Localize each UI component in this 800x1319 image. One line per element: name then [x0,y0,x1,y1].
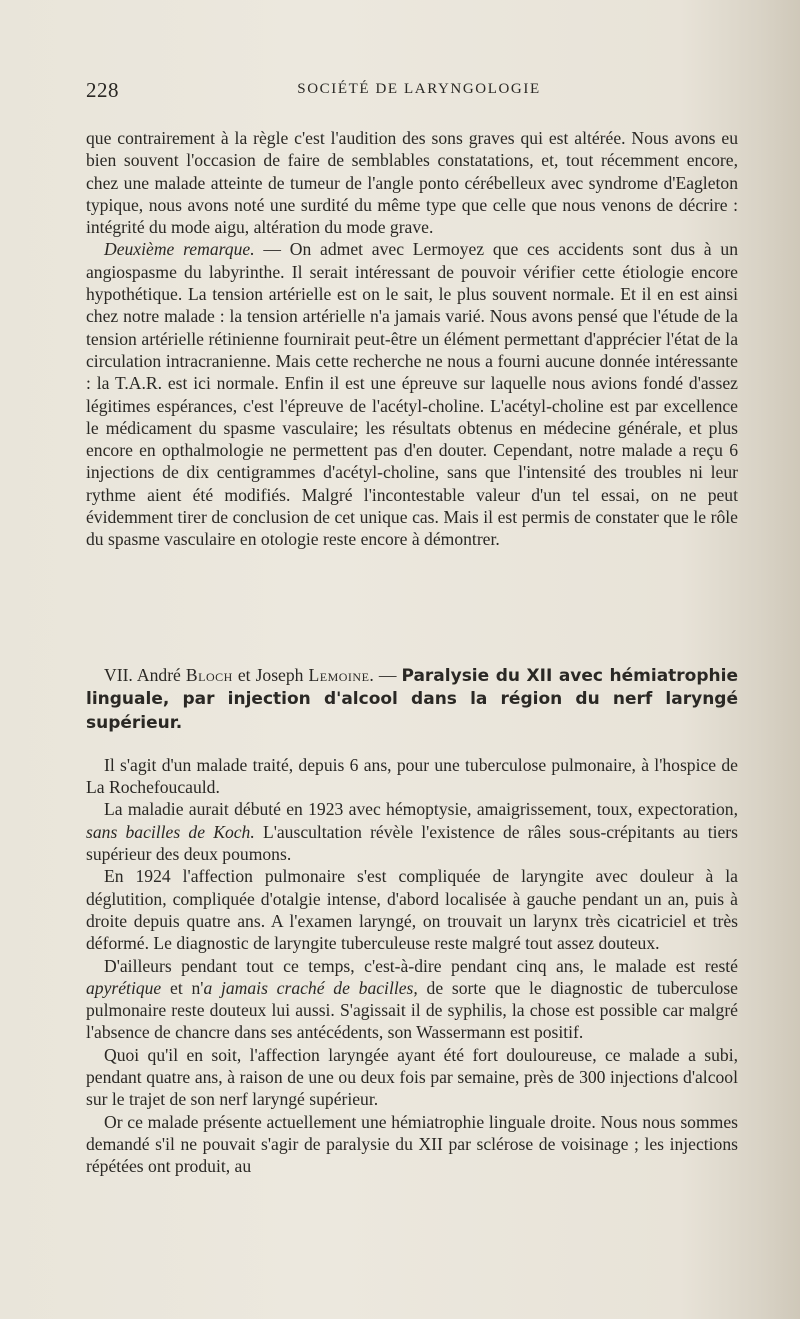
section-vii [86,664,738,1178]
paragraph-deuxieme-remarque [86,238,738,550]
author1-last: Bloch [185,665,233,685]
author2-last: Lemoine [308,665,370,685]
page-header [86,78,738,104]
page-number: 228 [86,78,119,102]
p2-text-a: La maladie aurait débuté en 1923 avec hémoptysie, amaigrissement, toux, expectoration, [104,799,738,820]
heading-dash: — [378,665,397,685]
p4-text-b: et n' [161,977,204,998]
section-heading: VII. André Bloch et Joseph Lemoine. — Paralysie du XII avec hémiatrophie linguale, par injection d'alcool dans la région du nerf laryngé supérieur. [86,665,738,733]
body-text-part1 [86,127,738,551]
paragraph-continued: que contrairement à la règle c'est l'audition des sons graves qui est altérée. Nous avons eu bien souvent l'occasion de faire de semblables constatations, et, tout récemment encore, chez une malade atteinte de tumeur de l'angle ponto cérébelleux avec syndrome d'Eagleton typique, nous avons noté une surdité du même type que celle que nous venons de décrire : intégrité du mode aigu, altération du mode grave. [86,128,738,238]
paragraph-5: Quoi qu'il en soit, l'affection laryngée ayant été fort douloureuse, ce malade a subi, pendant quatre ans, à raison de une ou deux fois par semaine, près de 300 injections d'alcool sur le trajet de son nerf laryngé supérieur. [86,1044,738,1110]
section-number: VII. [104,665,133,685]
paragraph-6: Or ce malade présente actuellement une hémiatrophie linguale droite. Nous nous sommes demandé s'il ne pouvait s'agir de paralysie du XII par sclérose de voisinage ; les injections répétées ont produit, au [86,1111,738,1177]
p2-italic: sans bacilles de Koch. [86,821,255,842]
remark-text: — On admet avec Lermoyez que ces accidents sont dus à un angiospasme du labyrinthe. Il serait intéressant de pouvoir vérifier cette étiologie encore hypothétique. La tension artérielle est on le sait, le plus souvent normale. Et il en est ainsi chez notre malade : la tension artérielle n'a jamais varié. Nous avons pensé que l'étude de la tension artérielle rétinienne fournirait peut-être un élément permettant d'apprécier l'état de la circulation intracranienne. Mais cette recherche ne nous a fourni aucune donnée intéressante : la T.A.R. est ici normale. Enfin il est une épreuve sur laquelle nous avions fondé d'assez légitimes espérances, c'est l'épreuve de l'acétyl-choline. L'acétyl-choline est par excellence le médicament du spasme vasculaire; les résultats obtenus en médecine générale, et plus encore en opthalmologie ne permettent pas d'en douter. Cependant, notre malade a reçu 6 injections de dix centigrammes d'acétyl-choline, sans que l'intensité des troubles ni leur rythme aient été modifiés. Malgré l'incontestable valeur d'un tel essai, on ne peut évidemment tirer de conclusion de cet unique cas. Mais il est permis de constater que le rôle du spasme vasculaire en otologie reste encore à démontrer. [86,239,738,550]
p4-italic-1: apyrétique [86,977,162,998]
author1-first: André [136,665,181,685]
p4-text-a: D'ailleurs pendant tout ce temps, c'est-à-dire pendant cinq ans, le malade est resté [104,955,738,976]
remark-label: Deuxième remarque. [104,239,255,260]
paragraph-3: En 1924 l'affection pulmonaire s'est compliquée de laryngite avec douleur à la déglutition, compliquée d'otalgie intense, d'abord localisée à gauche pendant un an, puis à droite depuis quatre ans. A l'examen laryngé, on trouvait un larynx très cicatriciel et très déformé. Le diagnostic de laryngite tuberculeuse reste malgré tout assez douteux. [86,866,738,954]
paragraph-4 [86,955,738,1044]
p4-italic-2: a jamais craché de bacilles, [203,977,418,998]
running-head: SOCIÉTÉ DE LARYNGOLOGIE [297,81,541,97]
p2-text-b: L'auscultation révèle l'existence de râles sous-crépitants au tiers supérieur des deux poumons. [86,821,738,865]
paragraph-1: Il s'agit d'un malade traité, depuis 6 ans, pour une tuberculose pulmonaire, à l'hospice de La Rochefoucauld. [86,754,738,798]
p4-text-c: de sorte que le diagnostic de tuberculose pulmonaire reste douteux lui aussi. S'agissait il de syphilis, la chose est possible car malgré l'absence de chancre dans ses antécédents, son Wassermann est positif. [86,977,738,1043]
author-conjunction: et [237,665,251,685]
paragraph-2 [86,798,738,865]
section-title: Paralysie du XII avec hémiatrophie linguale, par injection d'alcool dans la région du nerf laryngé supérieur. [86,666,738,733]
author2-first: Joseph [255,665,304,685]
